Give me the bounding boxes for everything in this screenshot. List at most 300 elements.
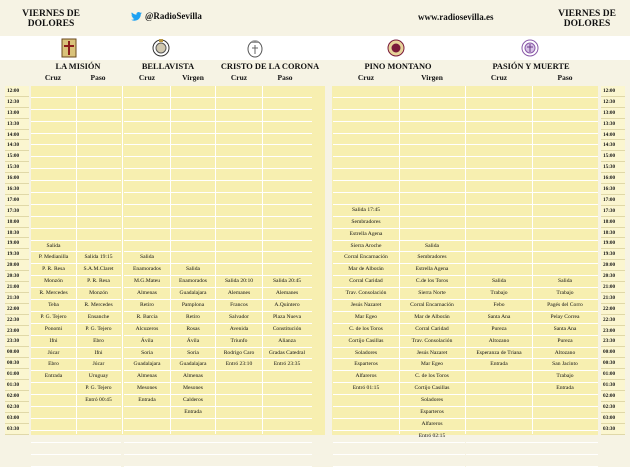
col-header-pasion-muerte-2: Paso [557,73,573,82]
schedule-cell: Ifni [31,336,76,348]
schedule-cell: Almenas [170,371,216,383]
schedule-cell [216,217,262,229]
schedule-cell [466,229,532,241]
time-column-right [601,86,625,435]
schedule-cell [76,181,121,193]
schedule-cell [216,229,262,241]
schedule-cell [170,252,216,264]
schedule-cell [466,241,532,253]
time-slot: 13:00 [601,108,625,119]
schedule-cell: Alfareros [399,419,465,431]
schedule-cell [466,86,532,98]
time-slot: 00:30 [601,358,625,369]
schedule-cell [31,443,76,455]
schedule-cell [333,455,399,467]
schedule-cell: M.G.Mateu [124,276,170,288]
time-slot: 02:00 [601,391,625,402]
schedule-cell: Salida [399,241,465,253]
schedule-cell: Trav. Consolación [333,288,399,300]
schedule-cell [532,122,598,134]
schedule-cell: Esperanza de Triana [466,348,532,360]
schedule-cell [262,205,312,217]
time-slot: 20:00 [5,260,29,271]
schedule-cell: Sembradores [333,217,399,229]
schedule-cell [466,157,532,169]
schedule-cell [216,395,262,407]
schedule-cell [170,169,216,181]
schedule-cell: Retiro [124,300,170,312]
schedule-cell: Ponomi [31,324,76,336]
schedule-cell: Salida 19:15 [76,252,121,264]
schedule-cell: Sierra Aroche [333,241,399,253]
schedule-cell: R. Mercedes [31,288,76,300]
title-right-line1: VIERNES DE [558,9,616,19]
schedule-cell [466,443,532,455]
schedule-cell: Altozano [466,336,532,348]
time-slot: 00:00 [601,347,625,358]
schedule-cell [399,157,465,169]
schedule-cell [262,86,312,98]
schedule-cell [466,110,532,122]
schedule-cell: Ávila [170,336,216,348]
schedule-cell [399,134,465,146]
header-bar [0,0,630,36]
schedule-cell: Salvador [216,312,262,324]
schedule-cell: Ebro [76,336,121,348]
schedule-cell [216,264,262,276]
schedule-cell [124,407,170,419]
schedule-cell [170,241,216,253]
schedule-cell [76,407,121,419]
time-slot: 17:30 [5,206,29,217]
schedule-cell: Entrada [31,371,76,383]
schedule-cell: R. Barcia [124,312,170,324]
schedule-cell [532,431,598,443]
schedule-cell [170,431,216,443]
schedule-cell: Salida [31,241,76,253]
time-slot: 21:00 [5,282,29,293]
schedule-cell [76,98,121,110]
schedule-cell: Cortijo Casillas [399,383,465,395]
schedule-cell [76,134,121,146]
schedule-cell [124,193,170,205]
schedule-cell: Enamorados [124,264,170,276]
schedule-cell: C. de los Toros [333,324,399,336]
schedule-cell [399,443,465,455]
schedule-cell: Entrada [170,407,216,419]
schedule-cell: Júcar [76,359,121,371]
schedule-cell [170,145,216,157]
time-slot: 02:30 [601,402,625,413]
schedule-cell [466,383,532,395]
brotherhood-name-bellavista: BELLAVISTA [141,62,195,71]
schedule-cell [333,193,399,205]
schedule-cell [333,98,399,110]
column-divider [532,86,533,434]
time-slot: 19:00 [5,238,29,249]
col-header-bellavista-2: Virgen [182,73,204,82]
col-header-corona-1: Cruz [230,73,248,82]
schedule-cell [170,122,216,134]
time-slot: 21:30 [601,293,625,304]
schedule-cell [466,205,532,217]
schedule-cell [31,98,76,110]
schedule-pasion-muerte-cruz [466,86,532,467]
time-slot: 20:00 [601,260,625,271]
schedule-cell: Monzón [76,288,121,300]
schedule-cell [532,86,598,98]
schedule-cell [532,229,598,241]
schedule-cell [333,395,399,407]
schedule-cell [466,419,532,431]
schedule-cell [216,181,262,193]
schedule-cell [124,455,170,467]
time-slot: 12:00 [601,86,625,97]
schedule-cell: Entrada [124,395,170,407]
schedule-cell [333,181,399,193]
schedule-cell [466,169,532,181]
schedule-cell [532,443,598,455]
schedule-cell [124,157,170,169]
schedule-corona-cruz [216,86,262,467]
schedule-cell: Trabajo [466,288,532,300]
schedule-cell: Mar de Alborán [399,312,465,324]
schedule-cell [399,193,465,205]
schedule-cell [76,145,121,157]
schedule-cell [262,110,312,122]
title-right-line2: DOLORES [563,19,611,29]
schedule-cell: Altozano [532,348,598,360]
schedule-cell [216,122,262,134]
schedule-mision-paso [76,86,121,467]
schedule-cell: Mesones [170,383,216,395]
schedule-cell [466,431,532,443]
schedule-cell: Pagés del Corro [532,300,598,312]
schedule-cell [262,229,312,241]
schedule-cell: P. G. Tejero [76,383,121,395]
schedule-cell [399,122,465,134]
time-slot: 03:30 [5,424,29,435]
schedule-cell: Avenida [216,324,262,336]
schedule-cell [399,145,465,157]
time-slot: 00:00 [5,347,29,358]
time-slot: 13:00 [5,108,29,119]
schedule-cell [532,264,598,276]
pasion-muerte-emblem-icon [520,37,540,59]
schedule-cell: P. R. Resa [76,276,121,288]
schedule-cell [466,252,532,264]
schedule-cell: Alianza [262,336,312,348]
time-slot: 15:30 [5,162,29,173]
schedule-cell: A.Quintero [262,300,312,312]
schedule-cell [170,455,216,467]
website-link[interactable]: www.radiosevilla.es [418,12,494,22]
corona-emblem-icon [245,37,265,59]
schedule-cell [333,431,399,443]
time-slot: 23:30 [5,336,29,347]
time-slot: 22:00 [5,304,29,315]
schedule-cell: Francos [216,300,262,312]
schedule-cell [124,110,170,122]
schedule-cell [333,443,399,455]
time-slot: 21:30 [5,293,29,304]
schedule-cell [532,205,598,217]
schedule-cell: Gradas Catedral [262,348,312,360]
time-slot: 16:30 [601,184,625,195]
schedule-cell [333,110,399,122]
schedule-cell: Soria [170,348,216,360]
schedule-cell: Jesús Nazaret [399,348,465,360]
schedule-cell [170,443,216,455]
schedule-cell: Entrada [532,383,598,395]
schedule-cell: Santa Ana [466,312,532,324]
schedule-cell [76,443,121,455]
schedule-cell: S.A.M.Claret [76,264,121,276]
time-slot: 22:30 [601,315,625,326]
schedule-cell: Ebro [31,359,76,371]
schedule-cell: Santa Ana [532,324,598,336]
schedule-cell: Salida 20:10 [216,276,262,288]
schedule-cell: Ávila [124,336,170,348]
schedule-cell: Esparteros [333,359,399,371]
schedule-cell [31,217,76,229]
column-divider [465,86,466,434]
time-slot: 14:00 [5,130,29,141]
schedule-cell [333,134,399,146]
schedule-cell [76,431,121,443]
schedule-bellavista-virgen [170,86,216,467]
schedule-cell [31,134,76,146]
schedule-cell: Sierra Norte [399,288,465,300]
schedule-cell: Plaza Nueva [262,312,312,324]
schedule-cell [333,169,399,181]
schedule-cell: Uruguay [76,371,121,383]
time-slot: 18:00 [601,217,625,228]
time-slot: 00:30 [5,358,29,369]
schedule-cell [31,181,76,193]
schedule-cell [532,134,598,146]
schedule-cell [532,455,598,467]
schedule-cell [399,169,465,181]
time-slot: 01:00 [5,369,29,380]
twitter-bird-icon [131,12,142,21]
col-header-bellavista-1: Cruz [138,73,156,82]
title-left [20,9,82,29]
time-slot: 19:30 [5,249,29,260]
schedule-cell: Entró 00:45 [76,395,121,407]
time-slot: 17:00 [601,195,625,206]
schedule-cell: San Jacinto [532,359,598,371]
col-header-pasion-muerte-1: Cruz [490,73,508,82]
schedule-cell: R. Mercedes [76,300,121,312]
schedule-cell: Alemanes [216,288,262,300]
schedule-cell [31,383,76,395]
brotherhood-name-pasion-muerte: PASIÓN Y MUERTE [492,62,570,71]
time-slot: 03:00 [5,413,29,424]
schedule-cell [76,110,121,122]
time-slot: 02:30 [5,402,29,413]
schedule-cell [262,431,312,443]
schedule-cell: Entró 02:15 [399,431,465,443]
schedule-cell [31,122,76,134]
schedule-cell: Soria [124,348,170,360]
schedule-cell: Sembradores [399,252,465,264]
schedule-cell: Alemanes [262,288,312,300]
schedule-cell [262,169,312,181]
schedule-cell [216,443,262,455]
column-divider [215,86,216,434]
schedule-corona-paso [262,86,312,467]
schedule-cell [466,181,532,193]
bellavista-emblem-icon [151,37,171,59]
schedule-cell: Triunfo [216,336,262,348]
schedule-cell [333,145,399,157]
time-slot: 18:30 [601,228,625,239]
schedule-cell [399,98,465,110]
time-slot: 20:30 [601,271,625,282]
schedule-cell: Salida [170,264,216,276]
schedule-cell: Monzón [31,276,76,288]
schedule-cell: Enamorados [170,276,216,288]
schedule-cell [124,217,170,229]
time-slot: 23:30 [601,336,625,347]
schedule-cell [216,110,262,122]
schedule-cell [532,145,598,157]
schedule-cell: P. G. Tejero [76,324,121,336]
schedule-cell [262,122,312,134]
schedule-cell: Retiro [170,312,216,324]
schedule-cell [262,98,312,110]
twitter-label: @RadioSevilla [145,11,202,21]
schedule-cell [216,455,262,467]
schedule-cell: C.de los Toros [399,276,465,288]
schedule-cell [170,86,216,98]
time-slot: 14:30 [601,140,625,151]
schedule-cell [124,431,170,443]
schedule-cell [170,419,216,431]
schedule-cell [532,419,598,431]
time-column-left [5,86,29,435]
schedule-cell [170,134,216,146]
schedule-cell [532,252,598,264]
schedule-cell [31,395,76,407]
schedule-cell: Salida [466,276,532,288]
schedule-cell: Corral Caridad [399,324,465,336]
col-header-pino-montano-1: Cruz [357,73,375,82]
schedule-cell: Mar Egeo [399,359,465,371]
schedule-cell [532,181,598,193]
column-divider [262,86,263,434]
schedule-cell [31,110,76,122]
time-slot: 03:30 [601,424,625,435]
schedule-pino-montano-virgen [399,86,465,467]
time-slot: 18:30 [5,228,29,239]
time-slot: 17:30 [601,206,625,217]
mision-emblem-icon [59,37,79,59]
schedule-cell: Trav. Consolación [399,336,465,348]
schedule-cell [76,122,121,134]
schedule-cell [31,169,76,181]
schedule-cell [216,157,262,169]
schedule-cell: Trabajo [532,371,598,383]
schedule-cell: P. R. Resa [31,264,76,276]
schedule-cell [262,419,312,431]
col-header-mision-1: Cruz [44,73,62,82]
schedule-cell [31,145,76,157]
column-divider [170,86,171,434]
schedule-cell: Rosas [170,324,216,336]
schedule-cell [76,86,121,98]
schedule-cell [170,98,216,110]
schedule-cell [532,110,598,122]
schedule-cell [124,229,170,241]
schedule-cell: Teba [31,300,76,312]
schedule-bellavista-cruz [124,86,170,467]
schedule-cell: Estrella Agena [399,264,465,276]
twitter-handle[interactable] [131,11,202,21]
schedule-cell [262,264,312,276]
schedule-cell [216,193,262,205]
schedule-cell: C. de los Toros [399,371,465,383]
schedule-cell [124,122,170,134]
schedule-mision-cruz [31,86,76,467]
schedule-cell: Cortijo Casillas [333,336,399,348]
schedule-cell: Ensanche [76,312,121,324]
schedule-cell [466,145,532,157]
schedule-cell: Jesús Nazaret [333,300,399,312]
schedule-cell [532,395,598,407]
schedule-cell: Alfareros [333,371,399,383]
schedule-cell [399,110,465,122]
schedule-cell [262,407,312,419]
schedule-cell [532,241,598,253]
schedule-cell [124,443,170,455]
time-slot: 14:30 [5,140,29,151]
schedule-cell: Pamplona [170,300,216,312]
schedule-cell [333,157,399,169]
schedule-cell: Mesones [124,383,170,395]
time-slot: 12:00 [5,86,29,97]
time-slot: 20:30 [5,271,29,282]
time-slot: 22:00 [601,304,625,315]
brotherhood-name-pino-montano: PINO MONTANO [364,62,432,71]
schedule-cell [262,181,312,193]
schedule-cell [170,205,216,217]
time-slot: 13:30 [601,119,625,130]
schedule-cell: Calderos [170,395,216,407]
time-slot: 21:00 [601,282,625,293]
schedule-cell [262,193,312,205]
schedule-pasion-muerte-paso [532,86,598,467]
schedule-cell: Entró 01:15 [333,383,399,395]
schedule-cell [466,455,532,467]
schedule-cell [262,252,312,264]
schedule-cell [262,145,312,157]
time-slot: 12:30 [5,97,29,108]
schedule-cell [170,157,216,169]
schedule-cell [333,86,399,98]
schedule-cell [31,193,76,205]
title-left-line2: DOLORES [27,19,75,29]
schedule-cell: Alcuzeros [124,324,170,336]
column-divider [122,86,123,434]
schedule-cell [31,455,76,467]
schedule-cell: Corral Encarnación [399,300,465,312]
schedule-cell [399,455,465,467]
schedule-cell: Almenas [124,371,170,383]
time-slot: 01:30 [601,380,625,391]
schedule-cell [262,443,312,455]
